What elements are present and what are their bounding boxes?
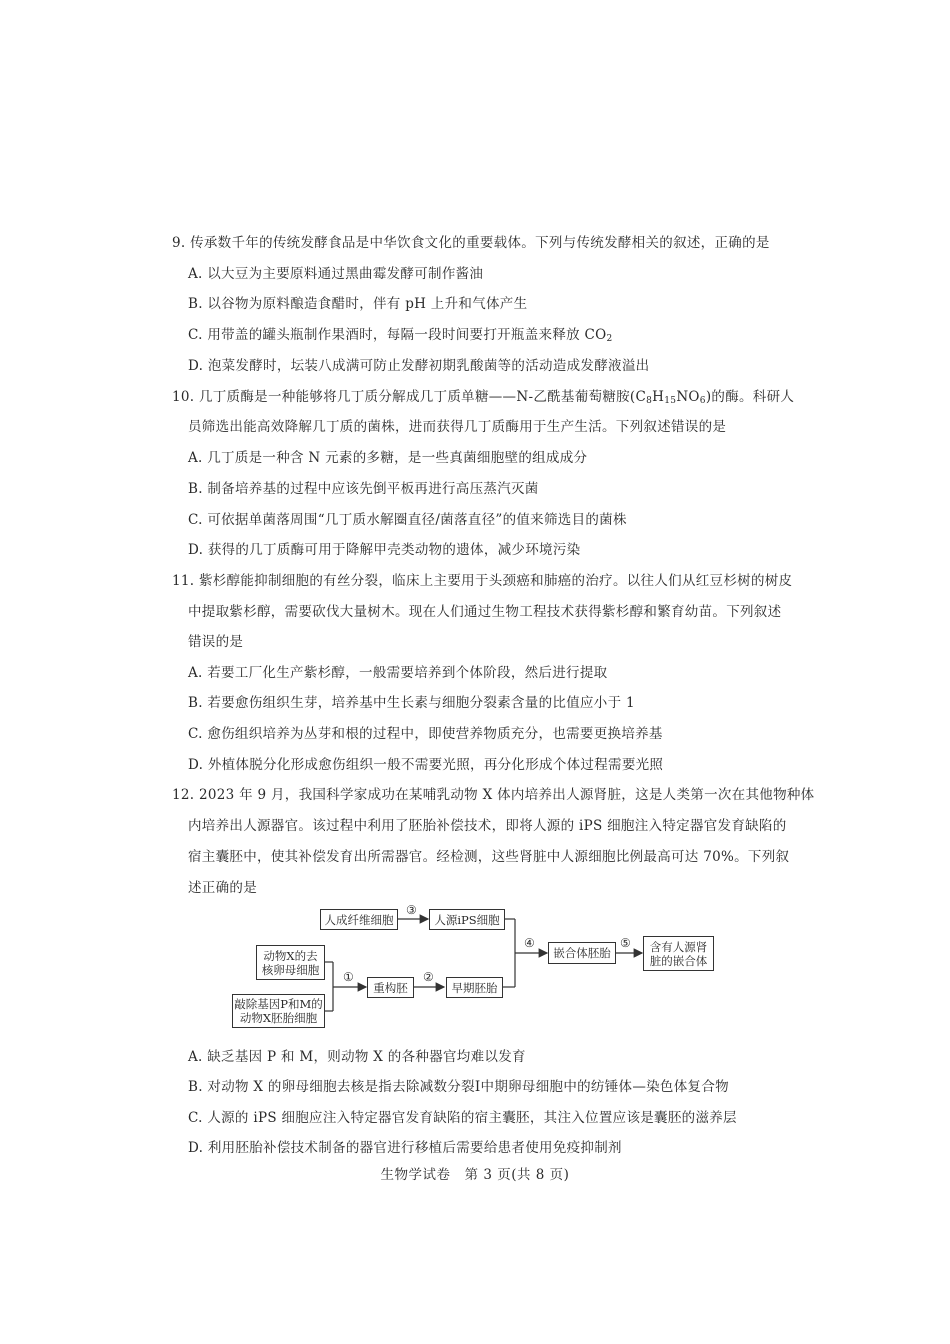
q11-option-a: A. 若要工厂化生产紫杉醇，一般需要培养到个体阶段，然后进行提取 (188, 665, 608, 681)
page-footer: 生物学试卷 第 3 页(共 8 页) (380, 1167, 570, 1183)
formula-sub-h: 15 (664, 396, 677, 406)
q12-option-d: D. 利用胚胎补偿技术制备的器官进行移植后需要给患者使用免疫抑制剂 (188, 1140, 622, 1156)
subscript: 2 (606, 334, 613, 344)
box-reconstructed-embryo: 重构胚 (367, 977, 414, 998)
q12-option-c: C. 人源的 iPS 细胞应注入特定器官发育缺陷的宿主囊胚，其注入位置应该是囊胚的滋养层 (188, 1110, 737, 1126)
box-text-line1: 敲除基因P和M的 (234, 997, 323, 1011)
q11-option-d: D. 外植体脱分化形成愈伤组织一般不需要光照，再分化形成个体过程需要光照 (188, 757, 664, 773)
q9-option-c (188, 323, 613, 344)
box-chimeric-embryo: 嵌合体胚胎 (548, 942, 616, 964)
step-2-label: ② (423, 970, 434, 984)
q11-stem-line1: 11. 紫杉醇能抑制细胞的有丝分裂，临床上主要用于头颈癌和肺癌的治疗。以往人们从红豆杉树的树皮 (172, 573, 793, 589)
q11-stem-line3: 错误的是 (188, 634, 244, 650)
q10-stem-line1 (172, 385, 794, 406)
q12-stem-line2: 内培养出人源器官。该过程中利用了胚胎补偿技术，即将人源的 iPS 细胞注入特定器官发育缺陷的 (188, 818, 787, 834)
q9-stem: 9. 传承数千年的传统发酵食品是中华饮食文化的重要载体。下列与传统发酵相关的叙述，正确的是 (172, 235, 770, 251)
q10-option-a: A. 几丁质是一种含 N 元素的多糖，是一些真菌细胞壁的组成成分 (188, 450, 588, 466)
q12-option-b: B. 对动物 X 的卵母细胞去核是指去除减数分裂Ⅰ中期卵母细胞中的纺锤体—染色体复合物 (188, 1079, 729, 1095)
step-5-label: ⑤ (620, 936, 631, 950)
q12-stem-line4: 述正确的是 (188, 880, 257, 896)
formula-sub-o: 6 (699, 396, 706, 406)
box-text-line2: 核卵母细胞 (261, 962, 320, 977)
q10-stem-text: 10. 几丁质酶是一种能够将几丁质分解成几丁质单糖——N-乙酰基葡萄糖胺(C (172, 389, 647, 405)
q9-option-c-text: C. 用带盖的罐头瓶制作果酒时，每隔一段时间要打开瓶盖来释放 CO (188, 327, 607, 343)
q9-option-b: B. 以谷物为原料酿造食醋时，伴有 pH 上升和气体产生 (188, 296, 528, 312)
box-human-fibroblast: 人成纤维细胞 (320, 909, 398, 930)
q12-stem-line3: 宿主囊胚中，使其补偿发育出所需器官。经检测，这些肾脏中人源细胞比例最高可达 70%。下列叙 (188, 849, 790, 865)
q11-option-c: C. 愈伤组织培养为丛芽和根的过程中，即使营养物质充分，也需要更换培养基 (188, 726, 663, 742)
formula-h: H (652, 389, 665, 405)
box-knockout-embryo-cell (232, 994, 325, 1028)
q11-option-b: B. 若要愈伤组织生芽，培养基中生长素与细胞分裂素含量的比值应小于 1 (188, 695, 635, 711)
box-text-line2: 脏的嵌合体 (649, 953, 708, 968)
box-text-line2: 动物X胚胎细胞 (239, 1011, 318, 1025)
formula-no: NO (676, 389, 700, 405)
step-4-label: ④ (524, 936, 535, 950)
box-early-embryo: 早期胚胎 (446, 977, 503, 998)
step-3-label: ③ (406, 903, 417, 917)
box-chimera-with-human-kidney (643, 936, 714, 971)
q9-option-d: D. 泡菜发酵时，坛装八成满可防止发酵初期乳酸菌等的活动造成发酵液溢出 (188, 358, 650, 374)
box-text-line1: 含有人源肾 (649, 939, 708, 954)
q9-option-a: A. 以大豆为主要原料通过黑曲霉发酵可制作酱油 (188, 266, 484, 282)
box-human-ips-cell: 人源iPS细胞 (429, 909, 505, 930)
q10-option-d: D. 获得的几丁质酶可用于降解甲壳类动物的遗体，减少环境污染 (188, 542, 581, 558)
box-text-line1: 动物X的去 (263, 948, 318, 963)
box-enucleated-oocyte (256, 945, 325, 980)
q10-option-c: C. 可依据单菌落周围“几丁质水解圈直径/菌落直径”的值来筛选目的菌株 (188, 512, 627, 528)
q10-stem-tail: )的酶。科研人 (705, 389, 795, 405)
q10-stem-line2: 员筛选出能高效降解几丁质的菌株，进而获得几丁质酶用于生产生活。下列叙述错误的是 (188, 419, 727, 435)
step-1-label: ① (343, 970, 354, 984)
q11-stem-line2: 中提取紫杉醇，需要砍伐大量树木。现在人们通过生物工程技术获得紫杉醇和繁育幼苗。下列叙述 (188, 604, 782, 620)
formula-sub-c: 8 (646, 396, 653, 406)
q12-stem-line1: 12. 2023 年 9 月，我国科学家成功在某哺乳动物 X 体内培养出人源肾脏，这是人类第一次在其他物种体 (172, 787, 815, 803)
q10-option-b: B. 制备培养基的过程中应该先倒平板再进行高压蒸汽灭菌 (188, 481, 539, 497)
q12-option-a: A. 缺乏基因 P 和 M，则动物 X 的各种器官均难以发育 (188, 1049, 526, 1065)
